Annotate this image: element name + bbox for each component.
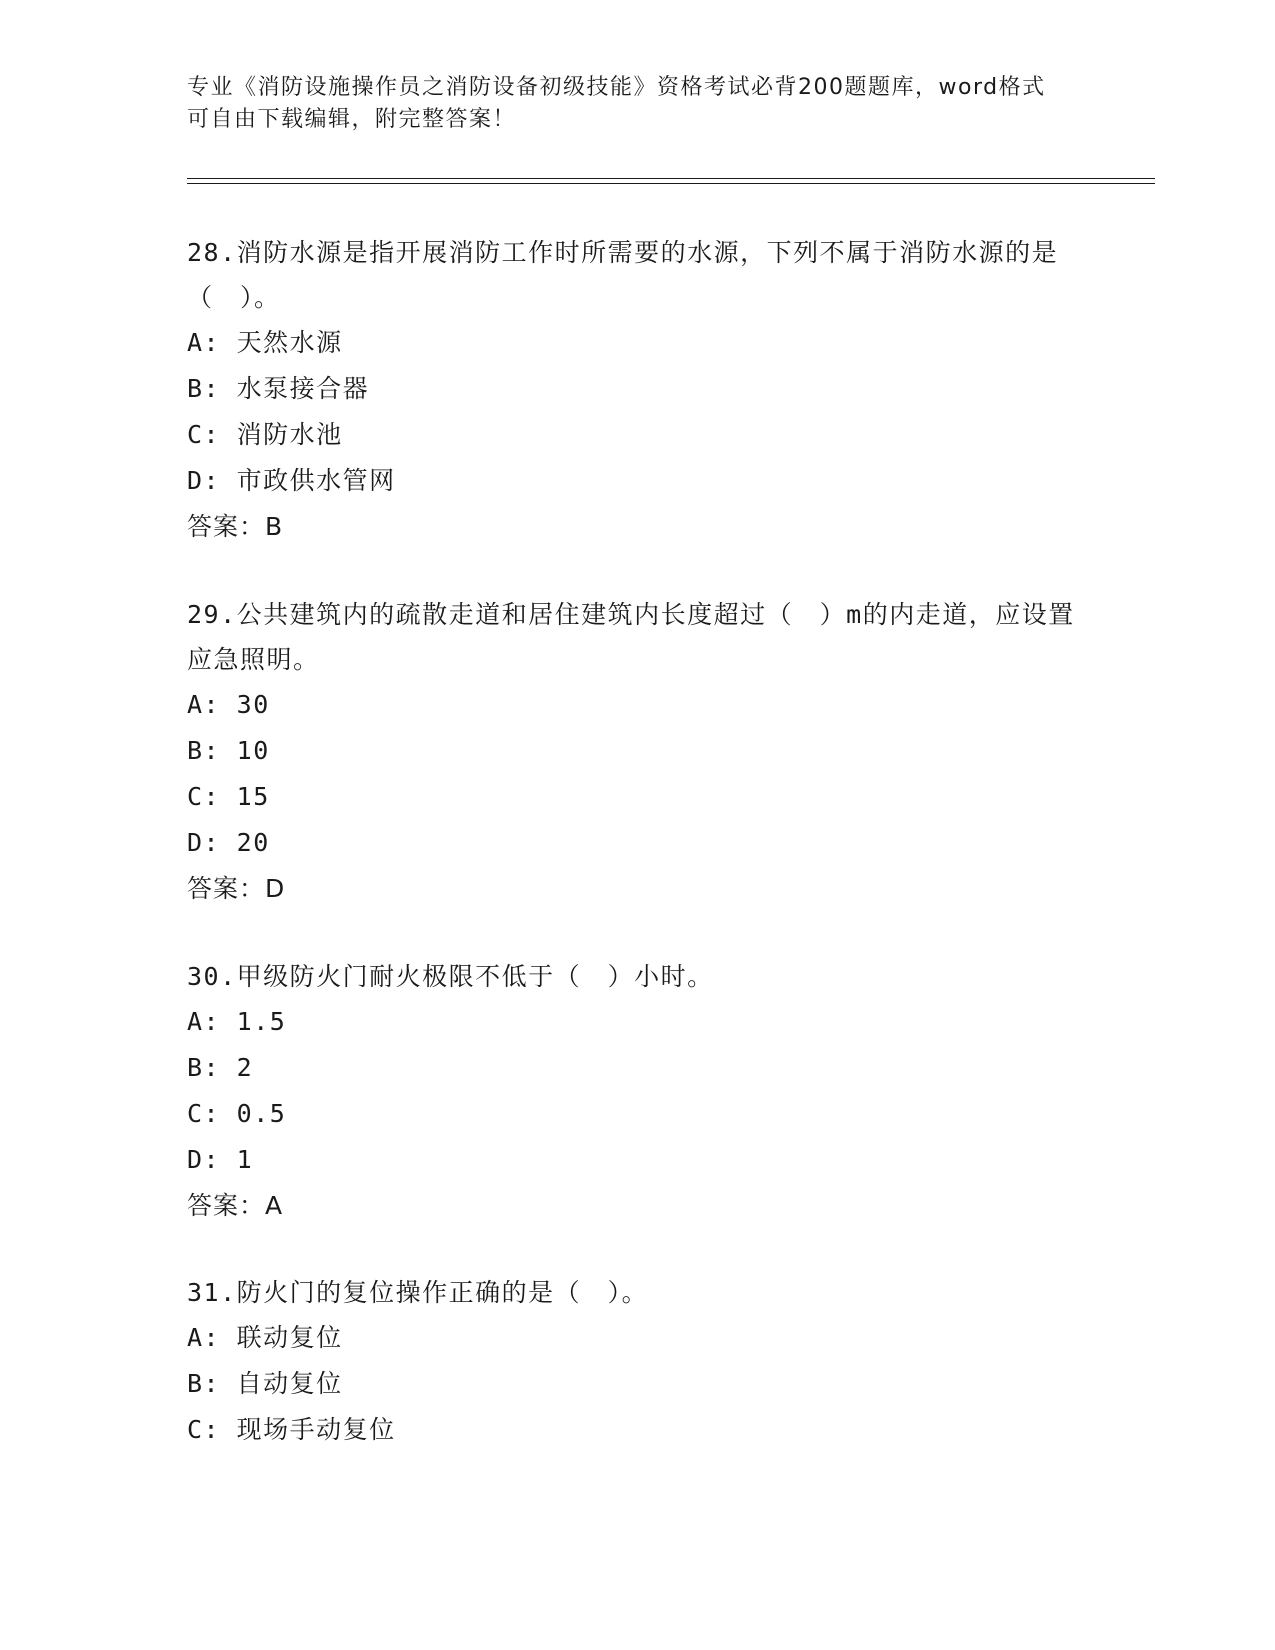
- option-key: C:: [187, 420, 221, 449]
- option-a: [187, 1315, 1087, 1361]
- option-key: B:: [187, 1053, 221, 1082]
- option-c: [187, 774, 1087, 820]
- option-b: [187, 366, 1087, 412]
- option-b: [187, 728, 1087, 774]
- question-30: [187, 954, 1087, 1229]
- option-key: C:: [187, 1099, 221, 1128]
- option-d: [187, 1137, 1087, 1183]
- option-text: 自动复位: [236, 1369, 343, 1398]
- option-text: 15: [236, 782, 270, 811]
- option-key: A:: [187, 1323, 221, 1352]
- option-key: B:: [187, 1369, 221, 1398]
- option-text: 现场手动复位: [236, 1415, 396, 1444]
- question-stem: 30.甲级防火门耐火极限不低于（ ）小时。: [187, 962, 714, 991]
- option-text: 市政供水管网: [236, 466, 396, 495]
- option-a: [187, 999, 1087, 1045]
- header-divider-bottom: [187, 183, 1155, 184]
- option-a: [187, 682, 1087, 728]
- option-a: [187, 320, 1087, 366]
- option-text: 1: [236, 1145, 254, 1174]
- option-b: [187, 1361, 1087, 1407]
- option-d: [187, 458, 1087, 504]
- option-text: 30: [236, 690, 270, 719]
- option-c: [187, 1407, 1087, 1453]
- option-key: A:: [187, 328, 221, 357]
- question-stem: 28.消防水源是指开展消防工作时所需要的水源，下列不属于消防水源的是（ ）。: [187, 238, 1059, 312]
- option-text: 10: [236, 736, 270, 765]
- option-key: A:: [187, 1007, 221, 1036]
- document-header: 专业《消防设施操作员之消防设备初级技能》资格考试必背200题题库，word格式可自由下载编辑，附完整答案！: [187, 75, 1046, 132]
- option-key: B:: [187, 736, 221, 765]
- option-text: 1.5: [236, 1007, 287, 1036]
- option-text: 消防水池: [236, 420, 343, 449]
- question-stem: 29.公共建筑内的疏散走道和居住建筑内长度超过（ ）m的内走道，应设置应急照明。: [187, 600, 1075, 674]
- option-c: [187, 412, 1087, 458]
- option-key: A:: [187, 690, 221, 719]
- question-31: [187, 1270, 1087, 1453]
- answer: 答案：A: [187, 1191, 284, 1220]
- option-key: D:: [187, 466, 221, 495]
- option-key: B:: [187, 374, 221, 403]
- option-key: D:: [187, 828, 221, 857]
- option-b: [187, 1045, 1087, 1091]
- option-c: [187, 1091, 1087, 1137]
- question-28: [187, 230, 1087, 550]
- answer: 答案：B: [187, 512, 284, 541]
- question-29: [187, 592, 1087, 912]
- question-stem: 31.防火门的复位操作正确的是（ ）。: [187, 1278, 649, 1307]
- option-key: D:: [187, 1145, 221, 1174]
- option-key: C:: [187, 1415, 221, 1444]
- option-text: 2: [236, 1053, 254, 1082]
- option-d: [187, 820, 1087, 866]
- header-divider-top: [187, 178, 1155, 179]
- option-text: 天然水源: [236, 328, 343, 357]
- option-key: C:: [187, 782, 221, 811]
- option-text: 20: [236, 828, 270, 857]
- option-text: 水泵接合器: [236, 374, 370, 403]
- option-text: 0.5: [236, 1099, 287, 1128]
- option-text: 联动复位: [236, 1323, 343, 1352]
- answer: 答案：D: [187, 874, 286, 903]
